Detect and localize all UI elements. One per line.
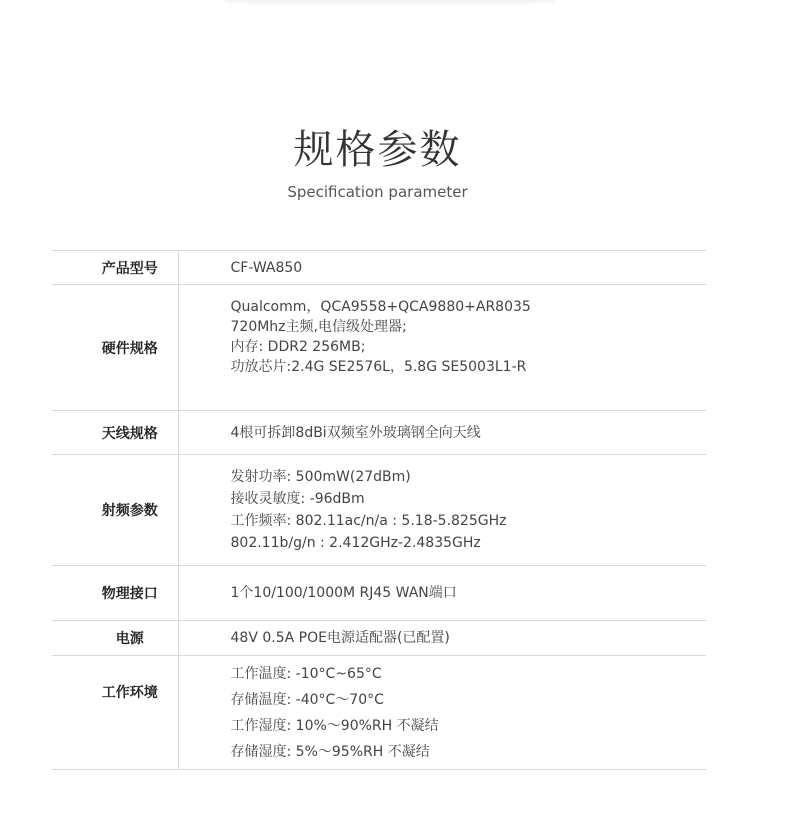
spec-label: 天线规格 xyxy=(52,411,178,455)
spec-row-power xyxy=(52,621,706,656)
spec-value-line: 内存: DDR2 256MB; xyxy=(230,339,366,355)
spec-label: 射频参数 xyxy=(52,455,178,566)
spec-value-line: 4根可拆卸8dBi双频室外玻璃钢全向天线 xyxy=(230,424,481,441)
spec-row-rf xyxy=(52,455,706,566)
spec-value-line: 接收灵敏度: -96dBm xyxy=(230,491,365,507)
spec-value-line: 48V 0.5A POE电源适配器(已配置) xyxy=(230,630,450,646)
spec-value-line: 功放芯片:2.4G SE2576L，5.8G SE5003L1-R xyxy=(230,359,527,375)
spec-value-line: 工作湿度: 10%～90%RH 不凝结 xyxy=(230,717,439,734)
spec-table xyxy=(52,250,706,770)
spec-row-environment xyxy=(52,656,706,770)
spec-row-hardware xyxy=(52,285,706,411)
spec-label: 硬件规格 xyxy=(52,285,178,411)
spec-value-line: 工作温度: -10°C~65°C xyxy=(230,665,382,682)
spec-value-line: 发射功率: 500mW(27dBm) xyxy=(230,469,411,485)
spec-label: 物理接口 xyxy=(52,566,178,621)
spec-value-line: CF-WA850 xyxy=(230,259,303,276)
top-divider-shadow xyxy=(225,0,555,6)
spec-value-line: 工作频率: 802.11ac/n/a : 5.18-5.825GHz xyxy=(230,513,507,529)
spec-value xyxy=(178,566,706,621)
spec-value xyxy=(178,656,706,770)
spec-value-line: 存储温度: -40°C～70°C xyxy=(230,691,384,708)
page-title: 规格参数 xyxy=(293,127,462,173)
spec-value xyxy=(178,455,706,566)
spec-value-line: 存储湿度: 5%～95%RH 不凝结 xyxy=(230,743,430,760)
spec-value xyxy=(178,621,706,656)
spec-value-line: 1个10/100/1000M RJ45 WAN端口 xyxy=(230,585,457,601)
spec-row-model xyxy=(52,251,706,285)
page-subtitle: Specification parameter xyxy=(287,183,468,201)
spec-label: 产品型号 xyxy=(52,251,178,285)
spec-label: 工作环境 xyxy=(52,656,178,770)
spec-value xyxy=(178,411,706,455)
spec-value-line: 802.11b/g/n : 2.412GHz-2.4835GHz xyxy=(230,535,481,551)
spec-value-line: Qualcomm，QCA9558+QCA9880+AR8035 xyxy=(230,299,531,315)
spec-value-line: 720Mhz主频,电信级处理器; xyxy=(230,319,407,335)
spec-value xyxy=(178,285,706,411)
spec-row-antenna xyxy=(52,411,706,455)
spec-label: 电源 xyxy=(52,621,178,656)
spec-value xyxy=(178,251,706,285)
spec-row-interface xyxy=(52,566,706,621)
